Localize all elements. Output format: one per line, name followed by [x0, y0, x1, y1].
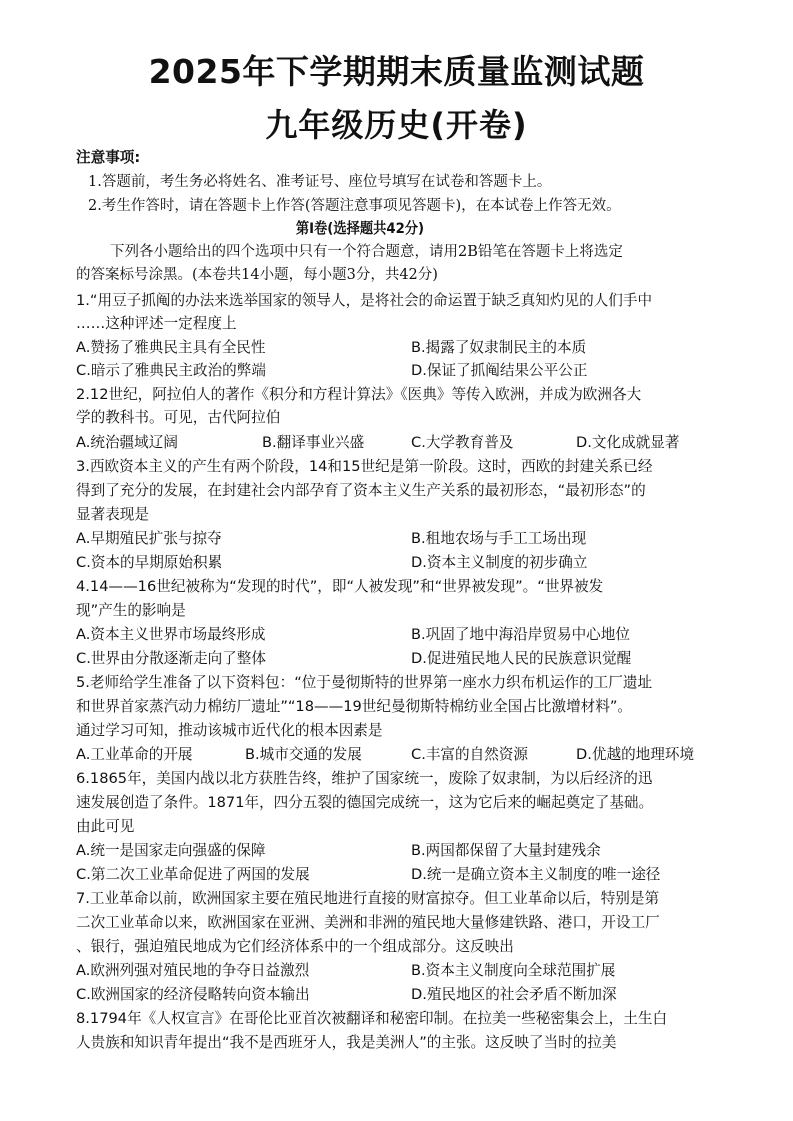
question-4-stem-line-2: 现”产生的影响是: [76, 602, 186, 619]
section-instruction-2: 的答案标号涂黑。(本卷共14小题，每小题3分，共42分): [76, 267, 438, 283]
question-6-stem-line-1: 6.1865年，美国内战以北方获胜告终，维护了国家统一，废除了奴隶制，为以后经济的迅: [76, 770, 653, 787]
question-7-option-c: C.欧洲国家的经济侵略转向资本输出: [76, 986, 310, 1003]
question-7-option-b: B.资本主义制度向全球范围扩展: [411, 962, 616, 979]
question-1-stem-line-1: 1.“用豆子抓阄的办法来选举国家的领导人，是将社会的命运置于缺乏真知灼见的人们手中: [76, 292, 653, 309]
question-7-stem-line-2: 二次工业革命以来，欧洲国家在亚洲、美洲和非洲的殖民地大量修建铁路、港口，开设工厂: [76, 914, 660, 931]
question-1-option-c: C.暗示了雅典民主政治的弊端: [76, 362, 266, 379]
question-5-option-b: B.城市交通的发展: [245, 746, 362, 763]
question-4-option-a: A.资本主义世界市场最终形成: [76, 626, 266, 643]
question-5-option-c: C.丰富的自然资源: [411, 746, 528, 763]
notice-heading: 注意事项:: [76, 149, 141, 166]
question-6-stem-line-3: 由此可见: [76, 818, 135, 835]
question-6-option-d: D.统一是确立资本主义制度的唯一途径: [411, 866, 661, 883]
question-1-option-b: B.揭露了奴隶制民主的本质: [411, 339, 587, 356]
notice-item-1: 1.答题前，考生务必将姓名、准考证号、座位号填写在试卷和答题卡上。: [88, 174, 552, 190]
question-6-option-b: B.两国都保留了大量封建残余: [411, 842, 601, 859]
question-3-stem-line-3: 显著表现是: [76, 506, 149, 523]
question-5-stem-line-3: 通过学习可知，推动该城市近代化的根本因素是: [76, 722, 383, 739]
question-3-option-c: C.资本的早期原始积累: [76, 554, 223, 571]
question-2-stem-line-2: 学的教科书。可见，古代阿拉伯: [76, 409, 281, 426]
question-2-stem-line-1: 2.12世纪，阿拉伯人的著作《积分和方程计算法》《医典》等传入欧洲，并成为欧洲各大: [76, 386, 642, 403]
question-2-option-b: B.翻译事业兴盛: [262, 434, 365, 451]
question-6-option-c: C.第二次工业革命促进了两国的发展: [76, 866, 310, 883]
question-8-stem-line-2: 人贵族和知识青年提出“我不是西班牙人，我是美洲人”的主张。这反映了当时的拉美: [76, 1034, 617, 1051]
exam-subtitle: 九年级历史(开卷): [265, 106, 528, 144]
question-4-option-d: D.促进殖民地人民的民族意识觉醒: [411, 650, 632, 667]
question-4-option-b: B.巩固了地中海沿岸贸易中心地位: [411, 626, 630, 643]
question-6-stem-line-2: 速发展创造了条件。1871年，四分五裂的德国完成统一，这为它后来的崛起奠定了基础。: [76, 794, 654, 811]
question-4-stem-line-1: 4.14——16世纪被称为“发现的时代”，即“人被发现”和“世界被发现”。“世界被发: [76, 578, 604, 595]
question-1-option-d: D.保证了抓阄结果公平公正: [411, 362, 588, 379]
question-4-option-c: C.世界由分散逐渐走向了整体: [76, 650, 266, 667]
question-3-stem-line-2: 得到了充分的发展，在封建社会内部孕育了资本主义生产关系的最初形态，“最初形态”的: [76, 482, 646, 499]
section-heading: 第Ⅰ卷(选择题共42分): [295, 220, 425, 237]
question-5-option-a: A.工业革命的开展: [76, 746, 193, 763]
question-2-option-a: A.统治疆域辽阔: [76, 434, 178, 451]
question-1-option-a: A.赞扬了雅典民主具有全民性: [76, 339, 266, 356]
question-7-stem-line-3: 、银行，强迫殖民地成为它们经济体系中的一个组成部分。这反映出: [76, 938, 514, 955]
question-7-stem-line-1: 7.工业革命以前，欧洲国家主要在殖民地进行直接的财富掠夺。但工业革命以后，特别是第: [76, 890, 660, 907]
question-3-option-a: A.早期殖民扩张与掠夺: [76, 530, 222, 547]
question-7-option-a: A.欧洲列强对殖民地的争夺日益激烈: [76, 962, 310, 979]
question-5-stem-line-1: 5.老师给学生准备了以下资料包：“位于曼彻斯特的世界第一座水力织布机运作的工厂遗址: [76, 674, 653, 691]
question-3-option-b: B.租地农场与手工工场出现: [411, 530, 587, 547]
question-5-stem-line-2: 和世界首家蒸汽动力棉纺厂遗址”“18——19世纪曼彻斯特棉纺业全国占比激增材料”。: [76, 698, 633, 715]
question-5-option-d: D.优越的地理环境: [576, 746, 695, 763]
question-3-option-d: D.资本主义制度的初步确立: [411, 554, 588, 571]
question-2-option-d: D.文化成就显著: [576, 434, 680, 451]
question-2-option-c: C.大学教育普及: [411, 434, 514, 451]
question-6-option-a: A.统一是国家走向强盛的保障: [76, 842, 266, 859]
exam-title: 2025年下学期期末质量监测试题: [148, 52, 645, 91]
notice-item-2: 2.考生作答时，请在答题卡上作答(答题注意事项见答题卡)，在本试卷上作答无效。: [88, 198, 621, 214]
question-7-option-d: D.殖民地区的社会矛盾不断加深: [411, 986, 617, 1003]
question-3-stem-line-1: 3.西欧资本主义的产生有两个阶段，14和15世纪是第一阶段。这时，西欧的封建关系已经: [76, 458, 653, 475]
section-instruction-1: 下列各小题给出的四个选项中只有一个符合题意，请用2B铅笔在答题卡上将选定: [110, 244, 623, 260]
question-1-stem-line-2: ……这种评述一定程度上: [76, 315, 237, 332]
question-8-stem-line-1: 8.1794年《人权宣言》在哥伦比亚首次被翻译和秘密印制。在拉美一些秘密集会上，土生白: [76, 1010, 668, 1027]
